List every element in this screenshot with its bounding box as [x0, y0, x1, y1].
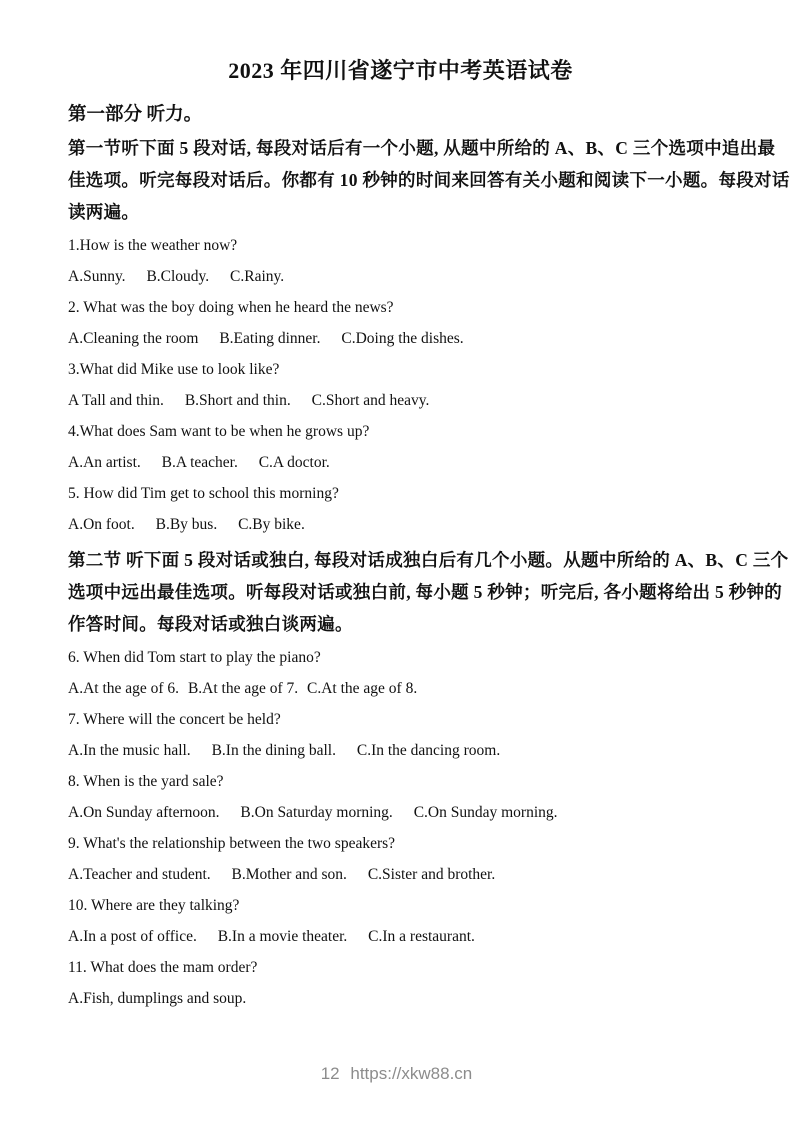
section2-instructions — [68, 544, 789, 640]
question-line: 8. When is the yard sale? — [68, 773, 224, 790]
option-item: A.An artist. — [68, 454, 141, 471]
question-line: 3.What did Mike use to look like? — [68, 361, 280, 378]
section1-instruction-line: 佳选项。听完每段对话后。你都有 10 秒钟的时间来回答有关小题和阅读下一小题。每段对话 — [68, 170, 790, 190]
page-number: 12 — [320, 1064, 340, 1083]
options-line — [68, 323, 733, 354]
question-line: 9. What's the relationship between the two speakers? — [68, 835, 396, 852]
question-9 — [68, 828, 733, 890]
option-item: C.By bike. — [238, 516, 305, 533]
option-item: B.Eating dinner. — [219, 330, 321, 347]
option-item: A Tall and thin. — [68, 392, 164, 409]
section2-instruction-line: 作答时间。每段对话或独白谈两遍。 — [68, 614, 353, 634]
section2-instruction-line: 第二节 听下面 5 段对话或独白, 每段对话成独白后有几个小题。从题中所给的 A、B、C 三个 — [68, 550, 789, 570]
options-line — [68, 859, 733, 890]
question-line: 11. What does the mam order? — [68, 959, 258, 976]
option-item: C.At the age of 8. — [307, 680, 418, 697]
option-item: A.On Sunday afternoon. — [68, 804, 220, 821]
question-1 — [68, 230, 733, 292]
option-item: B.On Saturday morning. — [240, 804, 393, 821]
options-line — [68, 509, 733, 540]
option-item: A.In the music hall. — [68, 742, 191, 759]
question-line: 4.What does Sam want to be when he grows up? — [68, 423, 370, 440]
question-8 — [68, 766, 733, 828]
question-3 — [68, 354, 733, 416]
footer-url: https://xkw88.cn — [350, 1064, 473, 1083]
section1-instruction-line: 读两遍。 — [68, 202, 140, 222]
options-line — [68, 983, 733, 1014]
option-item: B.Cloudy. — [146, 268, 210, 285]
options-line — [68, 673, 733, 704]
options-line — [68, 921, 733, 952]
question-line: 7. Where will the concert be held? — [68, 711, 281, 728]
page-title: 2023 年四川省遂宁市中考英语试卷 — [228, 58, 573, 83]
option-item: C.Rainy. — [230, 268, 285, 285]
option-item: C.A doctor. — [258, 454, 330, 471]
question-7 — [68, 704, 733, 766]
option-item: B.By bus. — [155, 516, 218, 533]
page-footer — [0, 1062, 793, 1086]
option-item: A.On foot. — [68, 516, 135, 533]
options-line — [68, 797, 733, 828]
option-item: A.At the age of 6. — [68, 680, 180, 697]
option-item: A.In a post of office. — [68, 928, 197, 945]
options-line — [68, 385, 733, 416]
question-line: 6. When did Tom start to play the piano? — [68, 649, 321, 666]
option-item: A.Fish, dumplings and soup. — [68, 990, 247, 1007]
option-item: A.Cleaning the room — [68, 330, 199, 347]
question-5 — [68, 478, 733, 540]
option-item: C.Doing the dishes. — [341, 330, 464, 347]
options-line — [68, 447, 733, 478]
section1-instructions — [68, 132, 790, 228]
option-item: B.At the age of 7. — [187, 680, 299, 697]
option-item: B.In the dining ball. — [211, 742, 336, 759]
question-2 — [68, 292, 733, 354]
question-11 — [68, 952, 733, 1014]
option-item: C.On Sunday morning. — [413, 804, 558, 821]
question-6 — [68, 642, 733, 704]
option-item: B.A teacher. — [161, 454, 238, 471]
section1-instruction-line: 第一节听下面 5 段对话, 每段对话后有一个小题, 从题中所给的 A、B、C 三个选项中追出最 — [68, 138, 776, 158]
option-item: C.Sister and brother. — [367, 866, 496, 883]
section2-instruction-line: 选项中远出最佳选项。听每段对话或独白前, 每小题 5 秒钟；听完后, 各小题将给出 5 秒钟的 — [68, 582, 783, 602]
options-line — [68, 735, 733, 766]
option-item: A.Sunny. — [68, 268, 126, 285]
question-10 — [68, 890, 733, 952]
option-item: A.Teacher and student. — [68, 866, 211, 883]
option-item: B.Mother and son. — [231, 866, 347, 883]
question-line: 2. What was the boy doing when he heard the news? — [68, 299, 394, 316]
question-line: 1.How is the weather now? — [68, 237, 238, 254]
questions-1-5 — [68, 230, 733, 540]
option-item: C.In a restaurant. — [368, 928, 475, 945]
questions-6-11 — [68, 642, 733, 1014]
option-item: C.Short and heavy. — [311, 392, 430, 409]
option-item: B.In a movie theater. — [217, 928, 348, 945]
options-line — [68, 261, 733, 292]
option-item: C.In the dancing room. — [356, 742, 501, 759]
option-item: B.Short and thin. — [184, 392, 291, 409]
part1-heading: 第一部分 听力。 — [68, 105, 203, 125]
question-line: 5. How did Tim get to school this morning? — [68, 485, 339, 502]
question-4 — [68, 416, 733, 478]
question-line: 10. Where are they talking? — [68, 897, 240, 914]
